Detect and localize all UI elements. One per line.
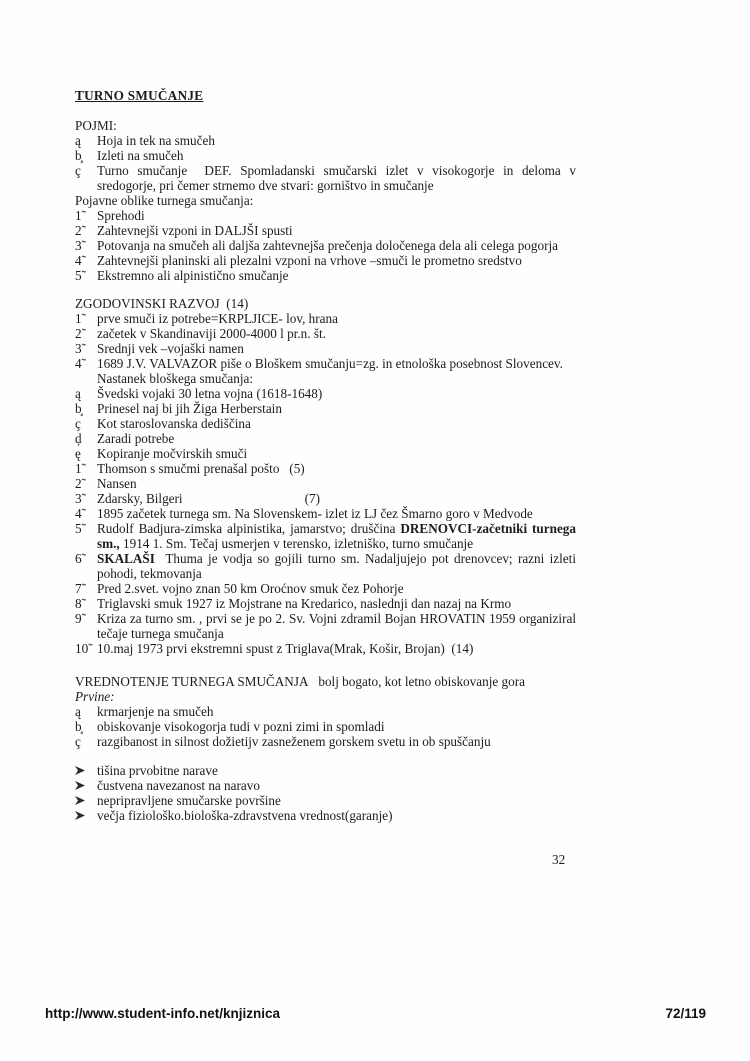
list-item-text <box>97 521 576 551</box>
list-item-text: Zaradi potrebe <box>97 431 175 446</box>
bold-text-run: DRENOVCI-začetniki turnega sm., <box>97 521 576 551</box>
list-item <box>75 491 576 506</box>
list-item <box>75 611 576 641</box>
list-item-text: Zahtevnejši planinski ali plezalni vzponi na vrhove –smuči le prometno sredstvo <box>97 253 522 268</box>
list-marker: ḑ <box>75 431 82 446</box>
list-item-text: Prinesel naj bi jih Žiga Herberstain <box>97 401 282 416</box>
bold-text-run: SKALAŠI <box>97 551 155 566</box>
list-item-text: Kopiranje močvirskih smuči <box>97 446 248 461</box>
list-marker: 2̃ <box>75 476 82 491</box>
list-item <box>75 431 576 446</box>
list-marker: 3̃ <box>75 341 82 356</box>
paragraph: ZGODOVINSKI RAZVOJ (14) <box>75 296 249 311</box>
list-item <box>75 253 576 268</box>
list-marker: ą <box>75 133 81 148</box>
list-marker: b̧ <box>75 148 82 163</box>
list-item-text: razgibanost in silnost dožietijv zasneženem gorskem svetu in ob spuščanju <box>97 734 491 749</box>
list-item-text <box>97 551 576 581</box>
italic-label: Prvine: <box>75 689 115 704</box>
list-item <box>75 551 576 581</box>
page-title: TURNO SMUČANJE <box>75 88 204 103</box>
list-item-text: Turno smučanje DEF. Spomladanski smučarski izlet v visokogorje in deloma v sredogorje, pri čemer strnemo dve stvari: gorništvo in smučanje <box>97 163 576 193</box>
list-item-text: začetek v Skandinaviji 2000-4000 l pr.n. št. <box>97 326 326 341</box>
list-item <box>75 596 576 611</box>
list-marker: 5̃ <box>75 521 82 536</box>
list-item-text: Izleti na smučeh <box>97 148 184 163</box>
list-item-text: obiskovanje visokogorja tudi v pozni zimi in spomladi <box>97 719 385 734</box>
list-item <box>75 401 576 416</box>
list-item-text: Srednji vek –vojaški namen <box>97 341 244 356</box>
list-marker: 7̃ <box>75 581 82 596</box>
list-marker: 3̃ <box>75 491 82 506</box>
list-marker: ç <box>75 734 81 749</box>
list-item <box>75 326 576 341</box>
list-item-text: Kot staroslovanska dediščina <box>97 416 251 431</box>
list-item <box>75 793 576 808</box>
list-item-text: čustvena navezanost na naravo <box>97 778 260 793</box>
text-run: Rudolf Badjura-zimska alpinistika, jamarstvo; druščina <box>97 521 401 536</box>
arrowhead-right-icon <box>75 811 85 820</box>
list-item <box>75 763 576 778</box>
footer-page-indicator: 72/119 <box>665 1006 706 1021</box>
arrowhead-right-icon <box>75 766 85 775</box>
paragraph: Pojavne oblike turnega smučanja: <box>75 193 254 208</box>
list-item-text: Potovanja na smučeh ali daljša zahtevnejša prečenja določenega dela ali celega pogorja <box>97 238 558 253</box>
list-marker: 2̃ <box>75 326 82 341</box>
list-item-text: prve smuči iz potrebe=KRPLJICE- lov, hrana <box>97 311 338 326</box>
paragraph: POJMI: <box>75 118 117 133</box>
arrowhead-right-icon <box>75 796 85 805</box>
list-item <box>75 268 576 283</box>
arrow-bullet-icon <box>75 793 97 808</box>
vertical-gap <box>75 656 576 674</box>
list-item <box>75 223 576 238</box>
paragraph: VREDNOTENJE TURNEGA SMUČANJA bolj bogato, kot letno obiskovanje gora <box>75 674 525 689</box>
list-item <box>75 506 576 521</box>
arrowhead-right-icon <box>75 781 85 790</box>
list-item-text: 1689 J.V. VALVAZOR piše o Bloškem smučanju=zg. in etnološka posebnost Slovencev. Nastanek bloškega smučanja: <box>97 356 563 386</box>
list-marker: 10̃ <box>75 641 89 656</box>
list-item-text: 1895 začetek turnega sm. Na Slovenskem- izlet iz LJ čez Šmarno goro v Medvode <box>97 506 533 521</box>
list-item-text: Sprehodi <box>97 208 145 223</box>
list-marker: 5̃ <box>75 268 82 283</box>
vertical-gap <box>75 283 576 296</box>
list-marker: b̧ <box>75 401 82 416</box>
list-item <box>75 521 576 551</box>
list-item-text: Triglavski smuk 1927 iz Mojstrane na Kredarico, naslednji dan nazaj na Krmo <box>97 596 512 611</box>
list-item <box>75 208 576 223</box>
footer-url: http://www.student-info.net/knjiznica <box>45 1006 280 1021</box>
list-marker: ç <box>75 416 81 431</box>
list-item <box>75 641 576 656</box>
list-marker: ą <box>75 704 81 719</box>
title-line <box>75 88 576 103</box>
arrow-bullet-icon <box>75 808 97 823</box>
list-item <box>75 356 576 386</box>
list-marker: 4̃ <box>75 356 82 371</box>
document-body <box>75 88 576 823</box>
list-marker: 4̃ <box>75 506 82 521</box>
list-marker: 3̃ <box>75 238 82 253</box>
list-item <box>75 238 576 253</box>
list-item-text: Zahtevnejši vzponi in DALJŠI spusti <box>97 223 293 238</box>
list-marker: 2̃ <box>75 223 82 238</box>
list-item-text: krmarjenje na smučeh <box>97 704 214 719</box>
list-item <box>75 416 576 431</box>
list-marker: 1̃ <box>75 461 82 476</box>
list-marker: 1̃ <box>75 311 82 326</box>
list-item-text: Thomson s smučmi prenašal pošto (5) <box>97 461 305 476</box>
list-item-text: Pred 2.svet. vojno znan 50 km Oroćnov smuk čez Pohorje <box>97 581 404 596</box>
list-item <box>75 734 576 749</box>
list-item <box>75 719 576 734</box>
text-run: (7) <box>304 491 320 506</box>
list-item <box>75 778 576 793</box>
list-item <box>75 148 576 163</box>
list-marker: 6̃ <box>75 551 82 566</box>
list-item <box>75 163 576 193</box>
text-run: Zdarsky, Bilgeri <box>97 491 183 506</box>
list-item <box>75 461 576 476</box>
list-item-text: Ekstremno ali alpinistično smučanje <box>97 268 289 283</box>
page-footer <box>45 1006 706 1021</box>
list-item <box>75 446 576 461</box>
text-run: 1914 1. Sm. Tečaj usmerjen v terensko, izletniško, turno smučanje <box>119 536 474 551</box>
list-item-text: Švedski vojaki 30 letna vojna (1618-1648) <box>97 386 323 401</box>
list-item <box>75 476 576 491</box>
list-marker: ą <box>75 386 81 401</box>
list-item <box>75 704 576 719</box>
list-item-text: Kriza za turno sm. , prvi se je po 2. Sv. Vojni zdramil Bojan HROVATIN 1959 organiziral tečaje turnega smučanja <box>97 611 576 641</box>
list-marker: ę <box>75 446 81 461</box>
list-marker: ç <box>75 163 81 178</box>
page-number: 32 <box>552 852 566 867</box>
text-run: Thuma je vodja so gojili turno sm. Nadaljujejo pot drenovcev; razni izleti pohodi, tekmovanja <box>97 551 576 581</box>
list-item <box>75 581 576 596</box>
list-item-text: tišina prvobitne narave <box>97 763 218 778</box>
list-marker: b̧ <box>75 719 82 734</box>
arrow-bullet-icon <box>75 778 97 793</box>
list-item <box>75 311 576 326</box>
list-item <box>75 341 576 356</box>
list-item <box>75 808 576 823</box>
list-marker: 9̃ <box>75 611 82 626</box>
list-item-text: 10.maj 1973 prvi ekstremni spust z Triglava(Mrak, Košir, Brojan) (14) <box>97 641 474 656</box>
vertical-gap <box>75 103 576 118</box>
list-item <box>75 386 576 401</box>
list-marker: 4̃ <box>75 253 82 268</box>
list-marker: 1̃ <box>75 208 82 223</box>
list-item-text: večja fiziološko.biološka-zdravstvena vrednost(garanje) <box>97 808 393 823</box>
list-item-text <box>97 491 576 506</box>
list-item <box>75 133 576 148</box>
vertical-gap <box>75 749 576 763</box>
list-item-text: Hoja in tek na smučeh <box>97 133 215 148</box>
list-marker: 8̃ <box>75 596 82 611</box>
arrow-bullet-icon <box>75 763 97 778</box>
list-item-text: Nansen <box>97 476 137 491</box>
list-item-text: nepripravljene smučarske površine <box>97 793 281 808</box>
